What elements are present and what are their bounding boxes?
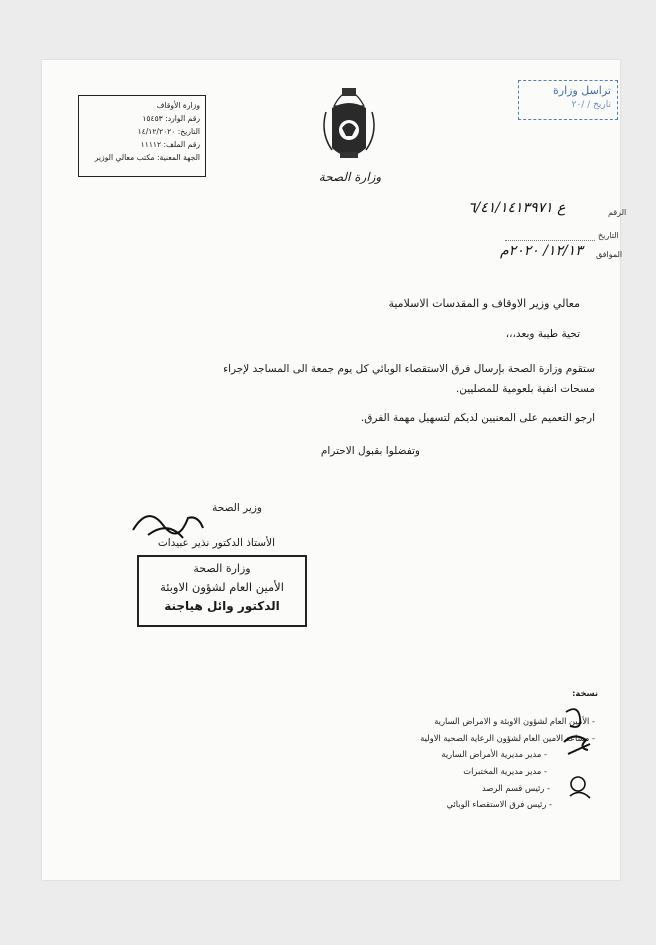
secretary-general-stamp — [137, 555, 307, 627]
ref-number-label: الرقم — [608, 208, 627, 217]
ref-number-value: ع ٦/٤١/١٤١٣٩٧١ — [468, 200, 566, 216]
letter-closing: وتفضلوا بقبول الاحترام — [320, 445, 420, 457]
letter-request: ارجو التعميم على المعنيين لديكم لتسهيل مهمة الفرق. — [360, 412, 595, 424]
incoming-stamp-number: رقم الوارد: ١٥٤٥٣ — [142, 114, 200, 123]
correspondence-stamp-date: تاريخ / /٢٠ — [571, 100, 611, 110]
copies-item: - رئيس فرق الاستقصاء الوبائي — [446, 799, 552, 809]
letter-body-line2: مسحات انفية بلعومية للمصليين. — [455, 383, 595, 395]
copies-item: - مدير مديرية الأمراض السارية — [441, 749, 547, 759]
incoming-stamp-date: التاريخ: ١٤/١٢/٢٠٢٠ — [137, 127, 200, 136]
ref-date-line — [505, 240, 595, 241]
ref-date-value: ١٢/١٣/ ٢٠٢٠م — [500, 243, 583, 259]
letter-addressee: معالي وزير الاوقاف و المقدسات الاسلامية — [388, 297, 580, 310]
ministry-mark: وزارة الصحة — [318, 170, 382, 184]
letter-body-line1: ستقوم وزارة الصحة بإرسال فرق الاستقصاء الوبائي كل يوم جمعة الى المساجد لإجراء — [223, 363, 595, 375]
copies-label: نسخة: — [572, 688, 598, 698]
ref-date-label: التاريخ — [598, 231, 619, 240]
ref-hijri-label: الموافق — [596, 250, 623, 259]
secgen-stamp-line3: الدكتور وائل هياجنة — [164, 599, 280, 613]
copies-item: - مساعد الامين العام لشؤون الرعاية الصحية الاولية — [420, 733, 595, 743]
incoming-stamp — [78, 95, 206, 177]
incoming-stamp-ministry: وزارة الأوقاف — [156, 101, 200, 110]
copies-item: - مدير مديرية المختبرات — [463, 766, 547, 776]
signature-name: الأستاذ الدكتور نذير عبيدات — [157, 537, 275, 549]
copies-initials-icon — [560, 704, 596, 814]
jordan-emblem-icon — [322, 78, 376, 166]
correspondence-stamp — [518, 80, 618, 120]
secgen-stamp-line1: وزارة الصحة — [193, 562, 251, 575]
correspondence-stamp-title: تراسل وزارة — [553, 84, 611, 97]
incoming-stamp-file: رقم الملف: ١١١١٢ — [140, 140, 200, 149]
incoming-stamp-party: الجهة المعنية: مكتب معالي الوزير — [94, 153, 200, 162]
secgen-stamp-line2: الأمين العام لشؤون الاوبئة — [160, 580, 284, 594]
copies-item: - رئيس قسم الرصد — [481, 783, 550, 793]
copies-item: - الأمين العام لشؤون الاوبئة و الامراض السارية — [434, 716, 595, 726]
letter-greeting: تحية طيبة وبعد،،، — [505, 328, 580, 340]
signature-title: وزير الصحة — [212, 502, 262, 514]
